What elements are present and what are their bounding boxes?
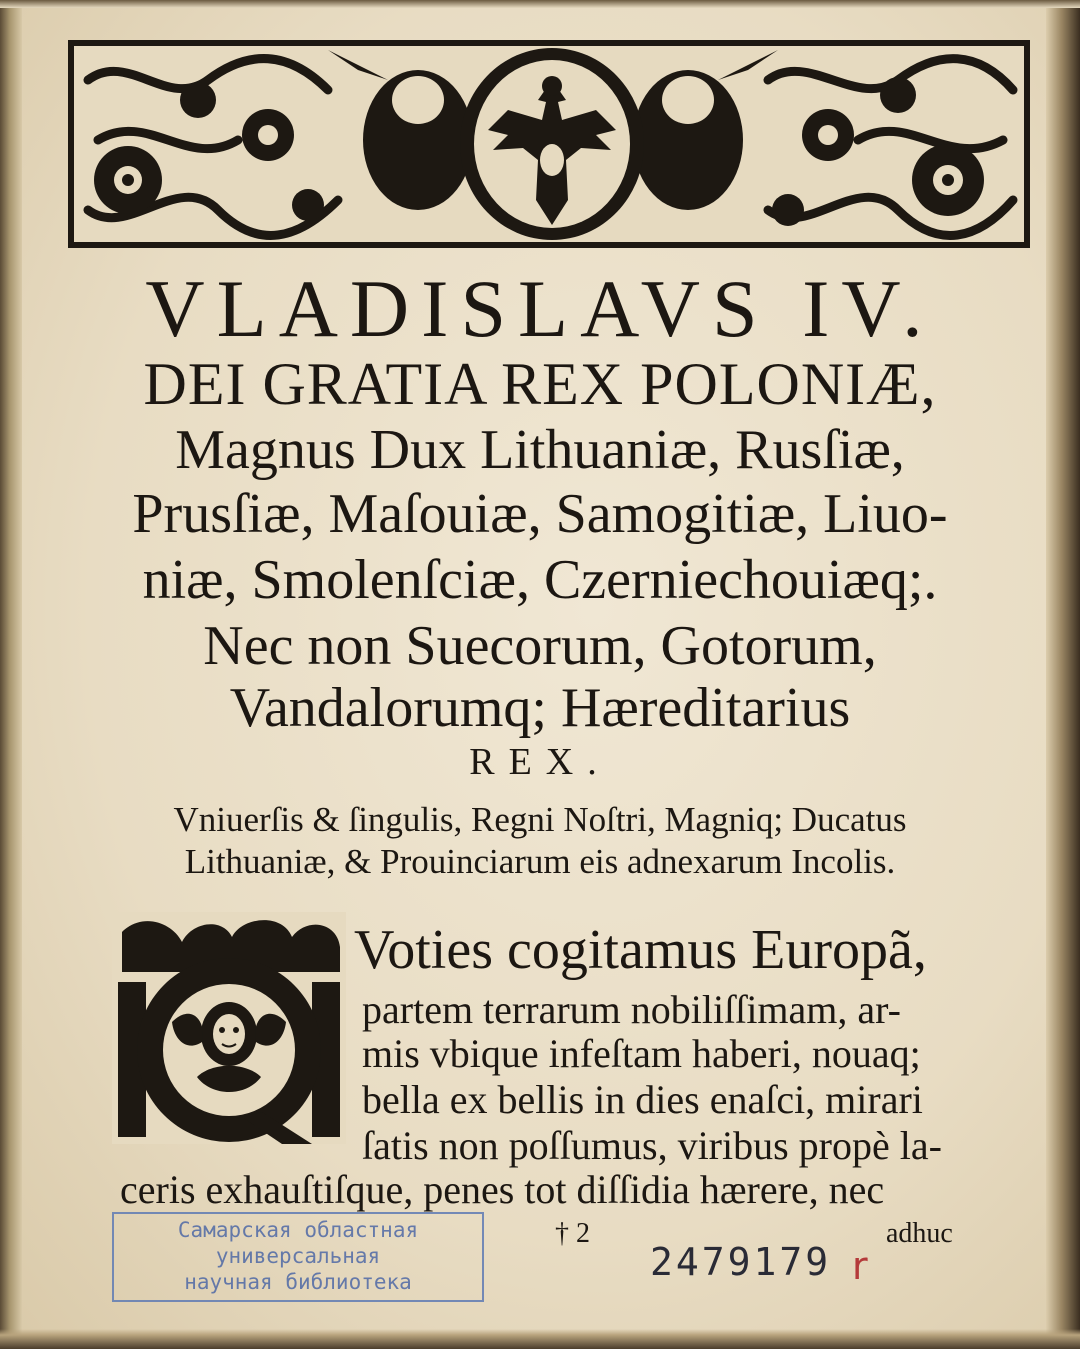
title-rex: REX. — [469, 741, 611, 783]
shelfmark-number: 2479179 — [650, 1240, 832, 1284]
library-stamp — [112, 1212, 484, 1302]
title-dei-gratia: DEI GRATIA REX POLONIÆ, — [143, 351, 937, 417]
stamp-line-2: универсальная — [215, 1244, 381, 1268]
stamp-line-3: научная библиотека — [184, 1270, 412, 1294]
body-line-1: Voties cogitamus Europã, — [354, 919, 927, 981]
body-line-5: ſatis non poſſumus, viribus propè la- — [362, 1123, 942, 1168]
title-line-4: Prusſiæ, Maſouiæ, Samogitiæ, Liuo- — [132, 483, 948, 545]
page-bottom-edge — [0, 1329, 1080, 1349]
title-line-5: niæ, Smolenſciæ, Czerniechouiæq;. — [142, 549, 938, 611]
title-line-7: Vandalorumq; Hæreditarius — [229, 677, 851, 739]
decorated-initial-q-icon — [112, 912, 346, 1144]
address-line-2: Lithuaniæ, & Prouinciarum eis adnexarum Incolis. — [184, 842, 896, 881]
address-line-1: Vniuerſis & ſingulis, Regni Noſtri, Magniq; Ducatus — [173, 800, 907, 839]
title-line-6: Nec non Suecorum, Gotorum, — [203, 615, 877, 677]
page-top-edge — [0, 0, 1080, 8]
body-line-3: mis vbique infeſtam haberi, nouaq; — [362, 1031, 921, 1076]
catchword: adhuc — [886, 1218, 953, 1249]
body-line-6: ceris exhauſtiſque, penes tot diſſidia hærere, nec — [120, 1167, 885, 1212]
stamp-line-1: Самарская областная — [177, 1218, 419, 1242]
body-line-4: bella ex bellis in dies enaſci, mirari — [362, 1077, 923, 1122]
red-library-mark: r — [852, 1244, 868, 1288]
title-king-name: VLADISLAVS IV. — [145, 263, 935, 354]
floral-headpiece-icon — [68, 40, 1030, 248]
title-line-3: Magnus Dux Lithuaniæ, Rusſiæ, — [175, 419, 905, 481]
body-line-2: partem terrarum nobiliſſimam, ar- — [362, 987, 902, 1032]
signature-mark: † 2 — [555, 1218, 590, 1249]
